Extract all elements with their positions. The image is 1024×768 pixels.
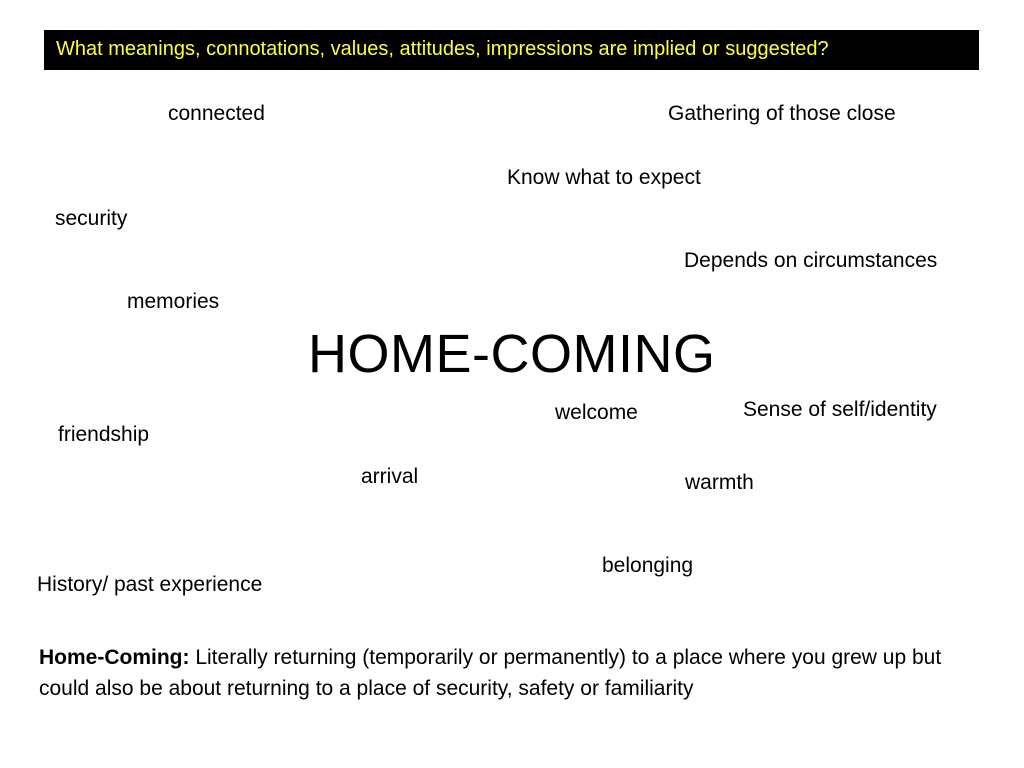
definition-term: Home-Coming:	[39, 646, 190, 669]
definition-paragraph	[39, 642, 989, 704]
word-security: security	[55, 207, 128, 230]
definition-text: Literally returning (temporarily or permanently) to a place where you grew up but could also be about returning to a place of security, safety or familiarity	[39, 646, 942, 700]
word-gathering: Gathering of those close	[668, 102, 896, 125]
question-text: What meanings, connotations, values, attitudes, impressions are implied or suggested?	[56, 38, 829, 60]
word-welcome: welcome	[555, 401, 638, 424]
word-belonging: belonging	[602, 554, 694, 577]
word-sense-of-self: Sense of self/identity	[743, 398, 937, 421]
word-connected: connected	[168, 102, 265, 125]
page-title: HOME-COMING	[308, 324, 716, 384]
word-memories: memories	[127, 290, 220, 313]
word-history: History/ past experience	[37, 573, 263, 596]
word-warmth: warmth	[685, 471, 754, 494]
question-banner	[44, 30, 979, 70]
word-friendship: friendship	[58, 423, 150, 446]
word-arrival: arrival	[361, 465, 419, 488]
word-depends-on-circumstances: Depends on circumstances	[684, 249, 938, 272]
word-know-what-to-expect: Know what to expect	[507, 166, 701, 189]
